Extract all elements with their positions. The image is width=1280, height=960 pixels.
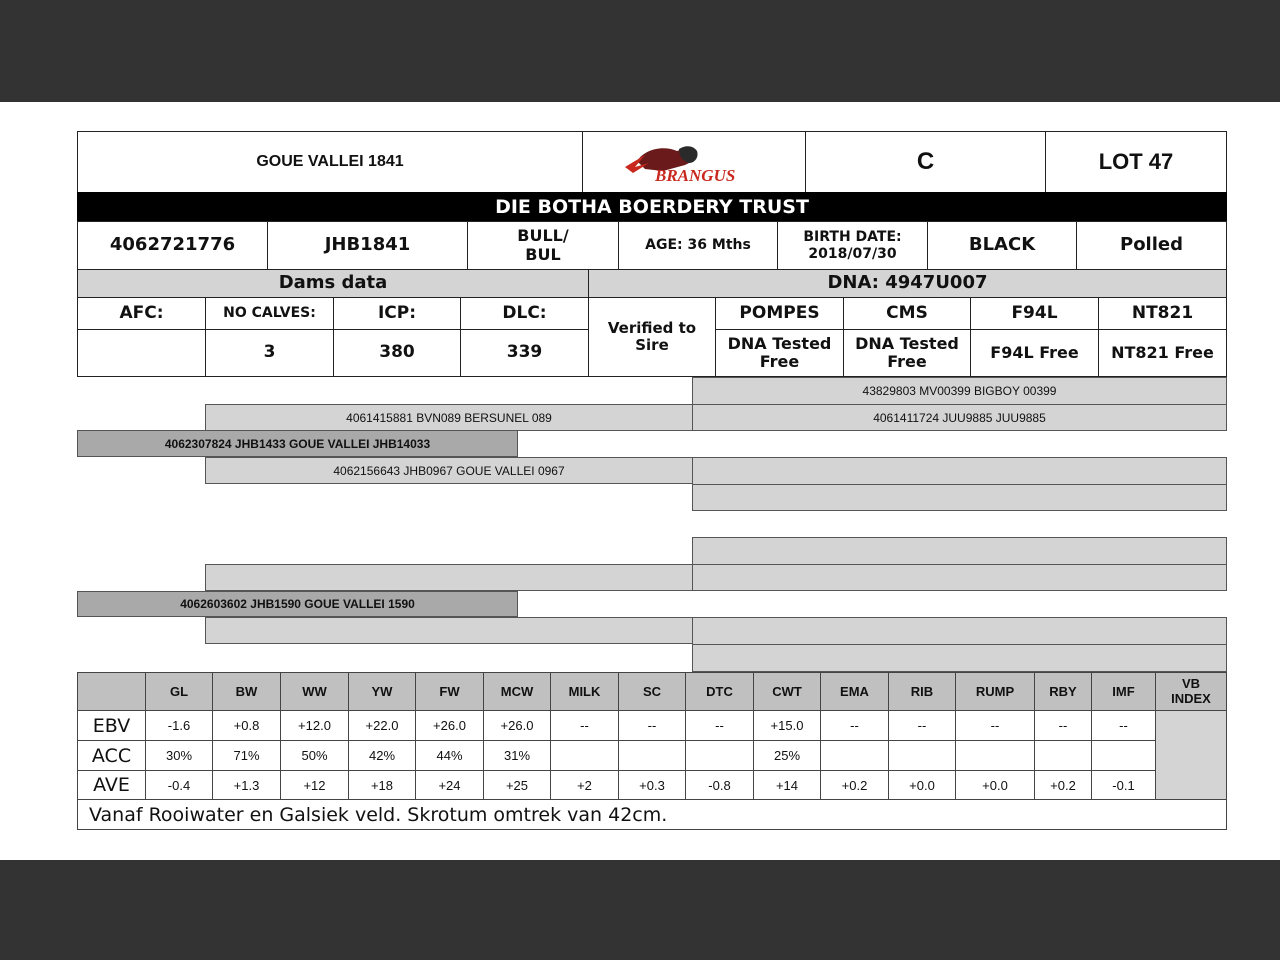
ebv-col-rump: RUMP [955, 672, 1035, 711]
ebv-value-acc-mcw: 31% [483, 740, 551, 771]
ebv-value-ave-rump: +0.0 [955, 770, 1035, 800]
horn-status: Polled [1076, 221, 1227, 270]
ebv-col-milk: MILK [550, 672, 619, 711]
pedigree-empty-4 [205, 564, 693, 591]
dlc-value: 339 [460, 329, 589, 377]
ebv-value-ebv-bw: +0.8 [212, 710, 281, 741]
ebv-value-ebv-ema: -- [820, 710, 889, 741]
ebv-value-ebv-imf: -- [1091, 710, 1156, 741]
ebv-col-rby: RBY [1034, 672, 1092, 711]
age: AGE: 36 Mths [618, 221, 778, 270]
ebv-col-gl: GL [145, 672, 213, 711]
ebv-value-acc-rump [955, 740, 1035, 771]
dams-data-title: Dams data [77, 269, 589, 298]
ebv-value-acc-bw: 71% [212, 740, 281, 771]
ebv-value-acc-cwt: 25% [753, 740, 821, 771]
ebv-value-ebv-gl: -1.6 [145, 710, 213, 741]
pompes-result-line1: DNA Tested [727, 333, 832, 353]
ebv-value-ebv-rib: -- [888, 710, 956, 741]
pedigree-sire-sire: 4061415881 BVN089 BERSUNEL 089 [205, 404, 693, 431]
ebv-value-ebv-sc: -- [618, 710, 686, 741]
pedigree-empty-6 [205, 617, 693, 644]
dlc-label: DLC: [460, 297, 589, 330]
pedigree-sire-sire-sire: 43829803 MV00399 BIGBOY 00399 [692, 377, 1227, 405]
ebv-value-acc-rby [1034, 740, 1092, 771]
colour: BLACK [927, 221, 1077, 270]
ebv-value-ave-ww: +12 [280, 770, 349, 800]
ebv-value-ebv-dtc: -- [685, 710, 754, 741]
ebv-value-acc-sc [618, 740, 686, 771]
dna-test-nt821-label: NT821 [1098, 297, 1227, 330]
ebv-col-yw: YW [348, 672, 416, 711]
dna-title: DNA: 4947U007 [588, 269, 1227, 298]
ebv-value-acc-rib [888, 740, 956, 771]
ebv-col-ema: EMA [820, 672, 889, 711]
registration-number: 4062721776 [77, 221, 268, 270]
dna-test-nt821-result: NT821 Free [1098, 329, 1227, 377]
icp-label: ICP: [333, 297, 461, 330]
ebv-value-acc-ema [820, 740, 889, 771]
ebv-value-ebv-rby: -- [1034, 710, 1092, 741]
sex [467, 221, 619, 270]
bull-logo-icon [619, 137, 769, 187]
calves-value: 3 [205, 329, 334, 377]
pedigree-empty-2 [692, 484, 1227, 511]
pedigree-empty-7 [692, 617, 1227, 645]
dna-test-f94l-label: F94L [970, 297, 1099, 330]
ebv-value-ebv-milk: -- [550, 710, 619, 741]
dna-test-cms-label: CMS [843, 297, 971, 330]
ebv-value-ave-rib: +0.0 [888, 770, 956, 800]
birth-date [777, 221, 928, 270]
pompes-result-line2: Free [759, 352, 800, 371]
ebv-value-ave-milk: +2 [550, 770, 619, 800]
ebv-value-acc-dtc [685, 740, 754, 771]
sex-line2: BUL [525, 244, 561, 264]
ebv-value-ebv-fw: +26.0 [415, 710, 484, 741]
pedigree-empty-1 [692, 457, 1227, 485]
vb-index-index-line2: INDEX [1171, 690, 1211, 706]
dna-test-cms-result [843, 329, 971, 377]
ebv-value-ave-rby: +0.2 [1034, 770, 1092, 800]
sex-line1: BULL/ [517, 226, 569, 246]
ebv-col-vb-index [1155, 672, 1227, 711]
pedigree-sire-dam: 4062156643 JHB0967 GOUE VALLEI 0967 [205, 457, 693, 484]
dna-test-f94l-result: F94L Free [970, 329, 1099, 377]
pedigree-empty-8 [692, 644, 1227, 672]
ebv-value-acc-milk [550, 740, 619, 771]
ebv-col-bw: BW [212, 672, 281, 711]
brangus-logo [582, 131, 806, 193]
ebv-value-ave-sc: +0.3 [618, 770, 686, 800]
dna-test-pompes-result [715, 329, 844, 377]
afc-label: AFC: [77, 297, 206, 330]
ebv-row-label-acc: ACC [77, 740, 146, 771]
pedigree-empty-5 [692, 564, 1227, 591]
lot-card [0, 102, 1280, 860]
ebv-value-acc-ww: 50% [280, 740, 349, 771]
pedigree-dam: 4062603602 JHB1590 GOUE VALLEI 1590 [77, 591, 518, 617]
ebv-col-imf: IMF [1091, 672, 1156, 711]
ebv-value-acc-fw: 44% [415, 740, 484, 771]
cms-result-line2: Free [887, 352, 927, 371]
ebv-value-acc-yw: 42% [348, 740, 416, 771]
logo-text: BRANGUS [655, 166, 736, 185]
ebv-col-ww: WW [280, 672, 349, 711]
ebv-value-ave-gl: -0.4 [145, 770, 213, 800]
ebv-value-ebv-mcw: +26.0 [483, 710, 551, 741]
birth-date-value: 2018/07/30 [808, 245, 897, 262]
ebv-value-ave-bw: +1.3 [212, 770, 281, 800]
ebv-value-ebv-yw: +22.0 [348, 710, 416, 741]
grade: C [805, 131, 1046, 193]
dna-test-pompes-label: POMPES [715, 297, 844, 330]
animal-id: JHB1841 [267, 221, 468, 270]
verified-line2: Sire [635, 336, 669, 354]
ebv-col-fw: FW [415, 672, 484, 711]
ebv-value-ave-dtc: -0.8 [685, 770, 754, 800]
verified-line1: Verified to [607, 318, 697, 337]
ebv-header-corner [77, 672, 146, 711]
icp-value: 380 [333, 329, 461, 377]
ebv-value-ebv-ww: +12.0 [280, 710, 349, 741]
ebv-value-ave-mcw: +25 [483, 770, 551, 800]
ebv-value-ave-ema: +0.2 [820, 770, 889, 800]
ebv-col-rib: RIB [888, 672, 956, 711]
lot-number: LOT 47 [1045, 131, 1227, 193]
ebv-value-ave-cwt: +14 [753, 770, 821, 800]
animal-name: GOUE VALLEI 1841 [77, 131, 583, 193]
seller-name: DIE BOTHA BOERDERY TRUST [77, 192, 1227, 222]
pedigree-sire: 4062307824 JHB1433 GOUE VALLEI JHB14033 [77, 430, 518, 457]
ebv-value-acc-imf [1091, 740, 1156, 771]
ebv-col-cwt: CWT [753, 672, 821, 711]
ebv-col-dtc: DTC [685, 672, 754, 711]
ebv-col-sc: SC [618, 672, 686, 711]
vb-index-index-line1: VB [1181, 676, 1201, 692]
comment: Vanaf Rooiwater en Galsiek veld. Skrotum omtrek van 42cm. [77, 799, 1227, 830]
ebv-row-label-ebv: EBV [77, 710, 146, 741]
verified-to-sire [588, 297, 716, 377]
pedigree-empty-3 [692, 537, 1227, 565]
ebv-value-acc-gl: 30% [145, 740, 213, 771]
ebv-value-ave-yw: +18 [348, 770, 416, 800]
cms-result-line1: DNA Tested [855, 333, 959, 353]
ebv-value-ebv-rump: -- [955, 710, 1035, 741]
ebv-value-ave-fw: +24 [415, 770, 484, 800]
birth-date-label: BIRTH DATE: [803, 229, 902, 246]
calves-label: NO CALVES: [205, 297, 334, 330]
ebv-vb-index-value [1155, 710, 1227, 800]
ebv-value-ebv-cwt: +15.0 [753, 710, 821, 741]
ebv-row-label-ave: AVE [77, 770, 146, 800]
pedigree-sire-sire-dam: 4061411724 JUU9885 JUU9885 [692, 404, 1227, 431]
ebv-col-mcw: MCW [483, 672, 551, 711]
ebv-value-ave-imf: -0.1 [1091, 770, 1156, 800]
afc-value [77, 329, 206, 377]
